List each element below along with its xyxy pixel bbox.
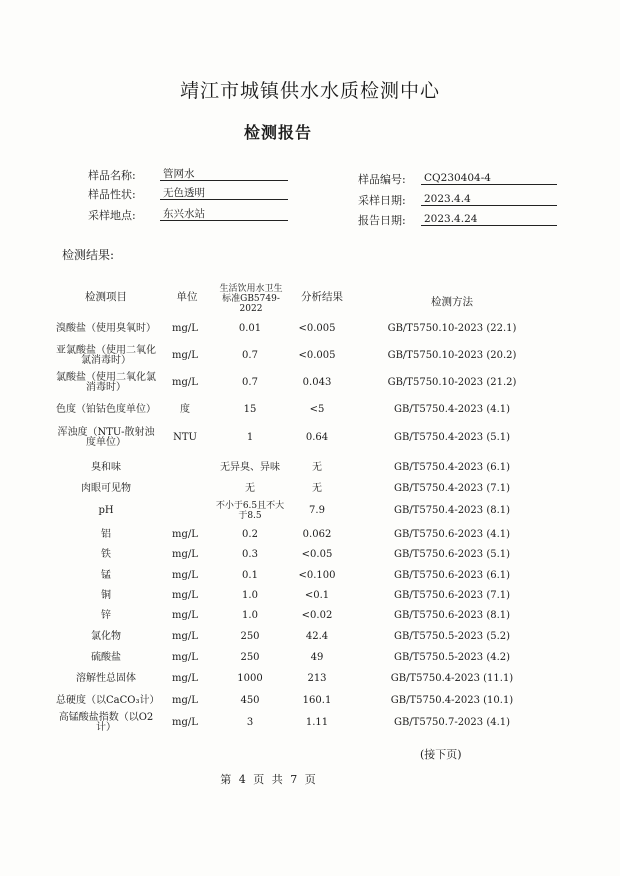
table-row [0,372,620,394]
method-cell: GB/T5750.4-2023 (7.1) [393,483,511,494]
header-unit: 单位 [176,291,198,303]
standard-cell: 不小于6.5且不大于8.5 [215,501,285,521]
table-row [0,524,620,546]
item-cell: 总硬度（以CaCO₃计） [56,695,160,706]
unit-cell: NTU [173,432,197,443]
result-cell: <5 [309,404,325,415]
unit-cell: mg/L [172,529,198,540]
item-cell: 铝 [101,529,111,540]
continued-note: (接下页) [420,748,462,761]
standard-cell: 15 [243,404,257,415]
method-cell: GB/T5750.6-2023 (6.1) [393,570,511,581]
method-cell: GB/T5750.10-2023 (22.1) [387,323,517,334]
sample-property-label: 样品性状: [88,188,136,201]
table-row [0,668,620,690]
method-cell: GB/T5750.7-2023 (4.1) [393,717,511,728]
unit-cell: mg/L [172,631,198,642]
sample-property-value: 无色透明 [160,186,288,200]
table-row [0,345,620,367]
page-footer: 第 4 页 共 7 页 [220,773,316,786]
table-row [0,399,620,421]
table-row [0,500,620,522]
unit-cell: mg/L [172,673,198,684]
sample-no-label: 样品编号: [358,173,406,186]
method-cell: GB/T5750.6-2023 (5.1) [393,549,511,560]
unit-cell: mg/L [172,377,198,388]
standard-cell: 0.7 [242,377,258,388]
result-cell: 无 [312,483,322,494]
standard-cell: 0.2 [242,529,258,540]
table-row [0,427,620,449]
method-cell: GB/T5750.5-2023 (5.2) [393,631,511,642]
item-cell: 肉眼可见物 [81,483,131,494]
item-cell: 亚氯酸盐（使用二氧化氯消毒时） [56,345,156,366]
standard-cell: 0.01 [238,323,262,334]
result-cell: <0.05 [301,549,333,560]
method-cell: GB/T5750.6-2023 (8.1) [393,610,511,621]
unit-cell: mg/L [172,590,198,601]
item-cell: 色度（铂钴色度单位） [56,404,156,415]
table-row [0,647,620,669]
method-cell: GB/T5750.4-2023 (5.1) [393,432,511,443]
result-cell: 1.11 [305,717,329,728]
unit-cell: mg/L [172,652,198,663]
header-standard: 生活饮用水卫生标准GB5749-2022 [219,284,283,314]
unit-cell: mg/L [172,323,198,334]
table-row [0,690,620,712]
results-label: 检测结果: [62,248,115,262]
sampling-date-label: 采样日期: [358,194,406,207]
table-row [0,478,620,500]
table-row [0,626,620,648]
item-cell: 氯酸盐（使用二氧化氯消毒时） [56,372,156,393]
table-row [0,544,620,566]
standard-cell: 1000 [237,673,263,684]
sampling-site-value: 东兴水站 [160,207,288,221]
item-cell: 溴酸盐（使用臭氧时） [56,323,156,334]
report-date-value: 2023.4.24 [421,212,557,226]
item-cell: 臭和味 [91,462,121,473]
unit-cell [163,478,207,500]
item-cell: 浑浊度（NTU-散射浊度单位） [57,427,155,448]
item-cell: pH [98,505,114,516]
unit-cell [163,457,207,479]
unit-cell: mg/L [172,350,198,361]
standard-cell: 1.0 [242,610,258,621]
standard-cell: 450 [240,695,260,706]
unit-cell: mg/L [172,610,198,621]
org-title: 靖江市城镇供水水质检测中心 [179,80,440,102]
table-row [0,457,620,479]
unit-cell: mg/L [172,570,198,581]
table-row [0,565,620,587]
result-cell: 160.1 [302,695,332,706]
item-cell: 氯化物 [91,631,121,642]
item-cell: 铜 [101,590,111,601]
item-cell: 锌 [101,610,111,621]
result-cell: <0.005 [298,323,336,334]
method-cell: GB/T5750.4-2023 (11.1) [390,673,514,684]
standard-cell: 1.0 [242,590,258,601]
method-cell: GB/T5750.10-2023 (20.2) [387,350,517,361]
result-cell: 49 [310,652,324,663]
method-cell: GB/T5750.4-2023 (4.1) [393,404,511,415]
result-cell: 213 [307,673,327,684]
result-cell: 无 [312,462,322,473]
standard-cell: 无异臭、异味 [220,462,280,473]
sample-name-label: 样品名称: [88,169,136,182]
standard-cell: 0.3 [242,549,258,560]
method-cell: GB/T5750.6-2023 (4.1) [393,529,511,540]
result-cell: <0.005 [298,350,336,361]
table-row [0,318,620,340]
standard-cell: 0.1 [242,570,258,581]
standard-cell: 3 [246,717,254,728]
result-cell: 0.64 [305,432,329,443]
sampling-site-label: 采样地点: [88,209,136,222]
table-row [0,605,620,627]
unit-cell: mg/L [172,549,198,560]
method-cell: GB/T5750.10-2023 (21.2) [387,377,517,388]
method-cell: GB/T5750.6-2023 (7.1) [393,590,511,601]
result-cell: 0.043 [302,377,332,388]
standard-cell: 0.7 [242,350,258,361]
method-cell: GB/T5750.4-2023 (6.1) [393,462,511,473]
header-result: 分析结果 [301,291,343,303]
item-cell: 高锰酸盐指数（以O2计） [58,712,154,733]
report-title: 检测报告 [243,123,312,142]
sample-name-value: 管网水 [160,167,288,181]
item-cell: 铁 [101,549,111,560]
result-cell: 0.062 [302,529,332,540]
result-cell: <0.1 [304,590,330,601]
method-cell: GB/T5750.4-2023 (10.1) [390,695,514,706]
result-cell: 7.9 [309,505,325,516]
unit-cell: mg/L [172,717,198,728]
standard-cell: 1 [246,432,254,443]
sampling-date-value: 2023.4.4 [421,192,557,206]
table-row [0,712,620,734]
unit-cell [163,500,207,522]
unit-cell: 度 [180,404,190,415]
standard-cell: 250 [240,631,260,642]
method-cell: GB/T5750.4-2023 (8.1) [393,505,511,516]
result-cell: <0.100 [298,570,336,581]
header-item: 检测项目 [85,291,127,303]
sample-no-value: CQ230404-4 [421,171,557,185]
result-cell: 42.4 [305,631,329,642]
header-method: 检测方法 [431,296,473,308]
item-cell: 溶解性总固体 [76,673,136,684]
method-cell: GB/T5750.5-2023 (4.2) [393,652,511,663]
table-row [0,585,620,607]
report-date-label: 报告日期: [358,214,406,227]
standard-cell: 无 [245,483,255,494]
result-cell: <0.02 [301,610,333,621]
unit-cell: mg/L [172,695,198,706]
item-cell: 硫酸盐 [91,652,121,663]
item-cell: 锰 [101,570,111,581]
standard-cell: 250 [240,652,260,663]
